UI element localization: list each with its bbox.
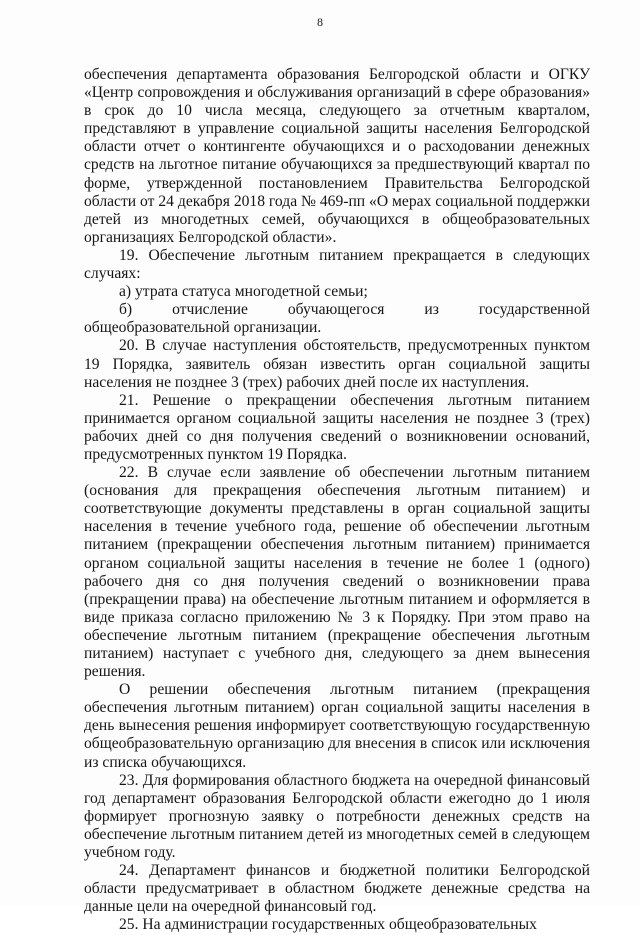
paragraph: О решении обеспечения льготным питанием (прекращения обеспечения льготным питанием) орган социальной защиты населения в день вынесения решения информирует соответствующую государственную общеобразовательную организацию для внесения в список или исключения из списка обучающихся. xyxy=(84,681,590,771)
paragraph: обеспечения департамента образования Белгородской области и ОГКУ «Центр сопровождения и обслуживания организаций в сфере образования» в срок до 10 числа месяца, следующего за отчетным кварталом, представляют в управление социальной защиты населения Белгородской области отчет о контингенте обучающихся и о расходовании денежных средств на льготное питание обучающихся за предшествующий квартал по форме, утвержденной постановлением Правительства Белгородской области от 24 декабря 2018 года № 469-пп «О мерах социальной поддержки детей из многодетных семей, обучающихся в общеобразовательных организациях Белгородской области». xyxy=(84,66,590,246)
document-body xyxy=(84,66,590,935)
paragraph: 22. В случае если заявление об обеспечении льготным питанием (основания для прекращения обеспечения льготным питанием) и соответствующие документы представлены в орган социальной защиты населения в течение учебного года, решение об обеспечении льготным питанием (прекращении обеспечения льготным питанием) принимается органом социальной защиты населения в течение не более 1 (одного) рабочего дня со дня получения сведений о возникновении права (прекращении права) на обеспечение льготным питанием и оформляется в виде приказа согласно приложению № 3 к Порядку. При этом право на обеспечение льготным питанием (прекращение обеспечения льготным питанием) наступает с учебного дня, следующего за днем вынесения решения. xyxy=(84,464,590,681)
page-number: 8 xyxy=(317,15,323,29)
paragraph: 25. На администрации государственных общеобразовательных xyxy=(119,916,537,934)
paragraph: 19. Обеспечение льготным питанием прекращается в следующих случаях: xyxy=(84,246,590,283)
paragraph: 23. Для формирования областного бюджета на очередной финансовый год департамент образования Белгородской области ежегодно до 1 июля формирует прогнозную заявку о потребности денежных средств на обеспечение льготным питанием детей из многодетных семей в следующем учебном году. xyxy=(84,771,590,862)
paragraph: 21. Решение о прекращении обеспечения льготным питанием принимается органом социальной защиты населения не позднее 3 (трех) рабочих дней со дня получения сведений о возникновении оснований, предусмотренных пунктом 19 Порядка. xyxy=(84,391,590,463)
paragraph: 20. В случае наступления обстоятельств, предусмотренных пунктом 19 Порядка, заявитель обязан известить орган социальной защиты населения не позднее 3 (трех) рабочих дней после их наступления. xyxy=(84,337,590,391)
paragraph: б) отчисление обучающегося из государственной общеобразовательной организации. xyxy=(84,301,590,337)
paragraph: а) утрата статуса многодетной семьи; xyxy=(119,283,368,301)
paragraph: 24. Департамент финансов и бюджетной политики Белгородской области предусматривает в областном бюджете денежные средства на данные цели на очередной финансовый год. xyxy=(84,862,590,916)
